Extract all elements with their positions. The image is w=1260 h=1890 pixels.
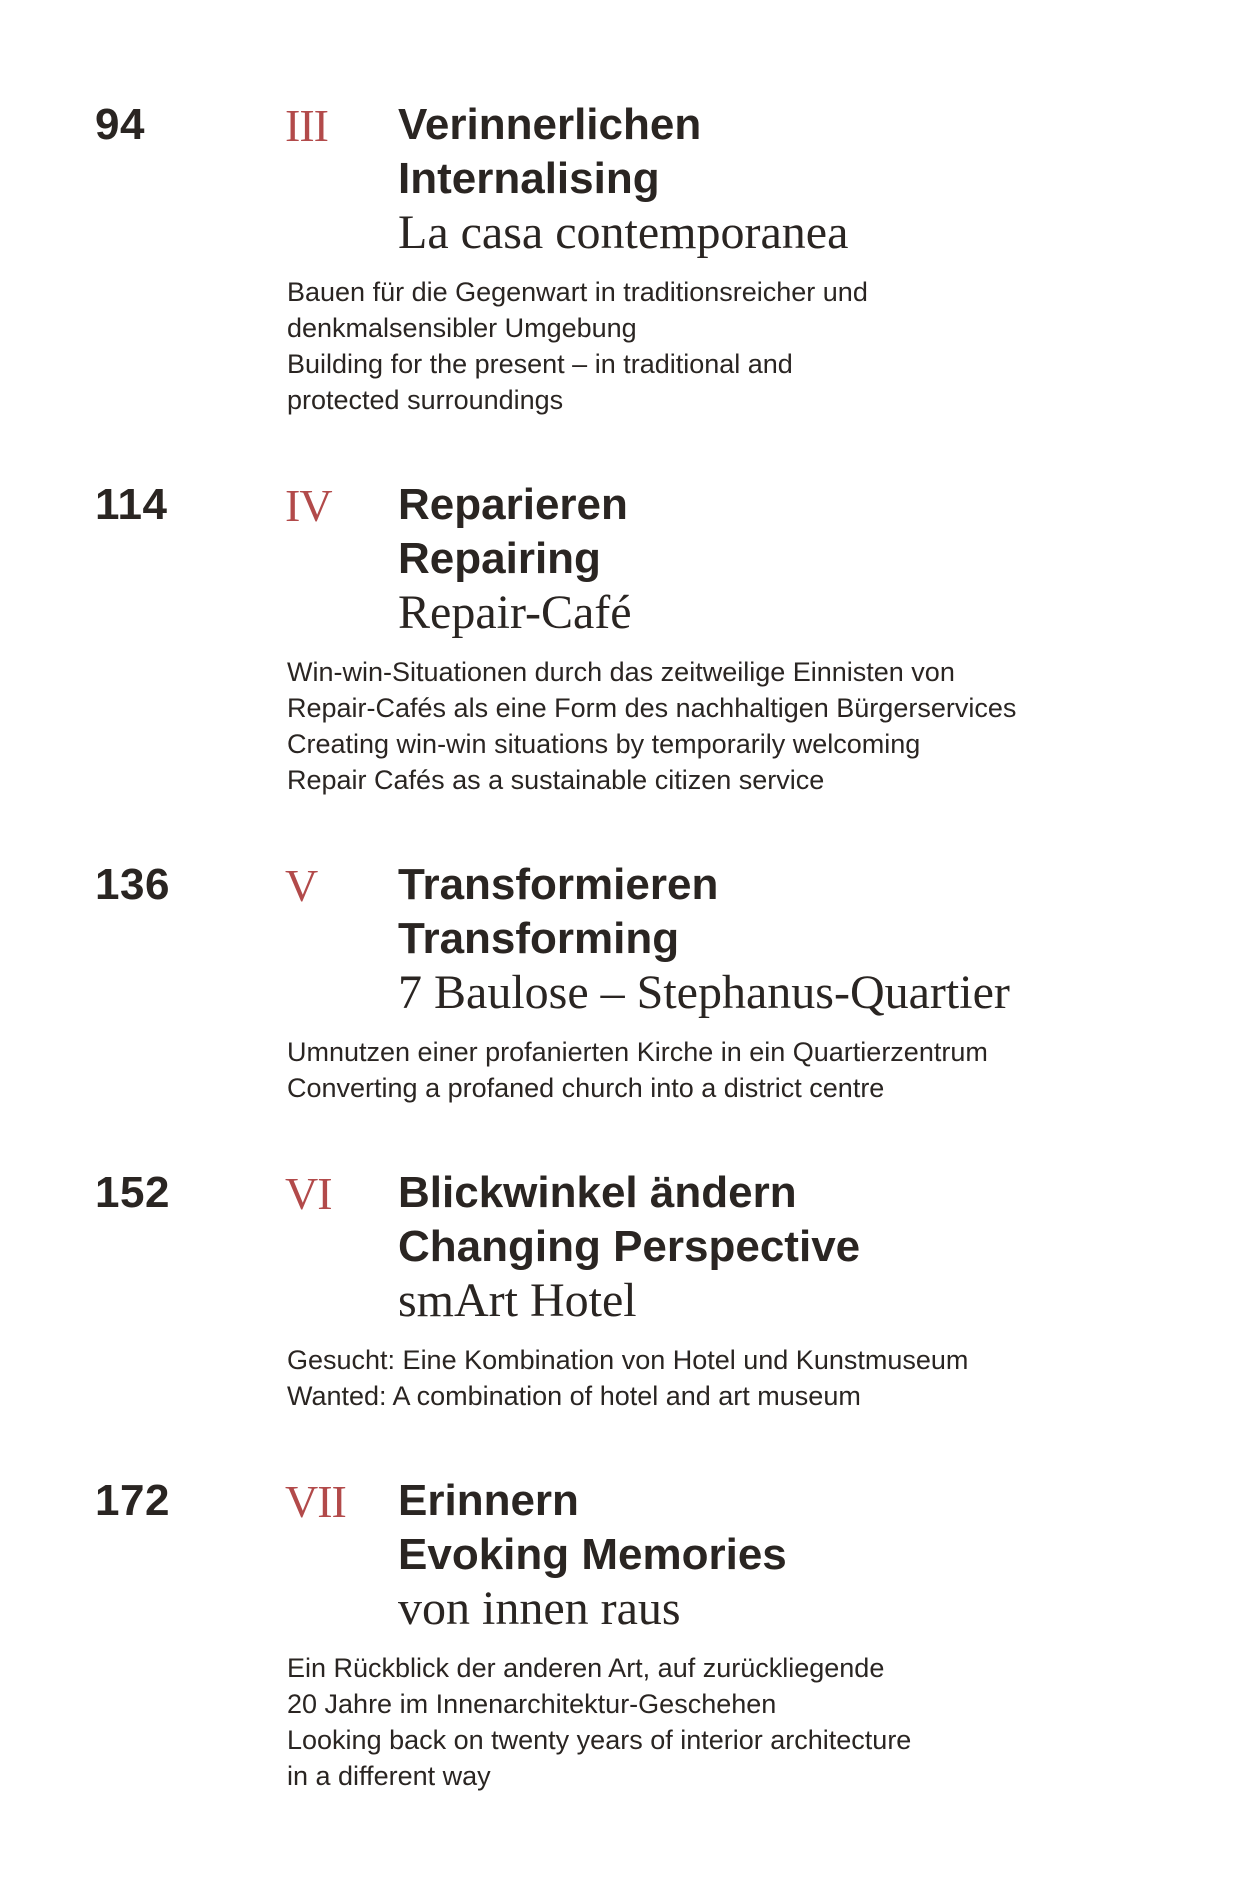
description-line: Gesucht: Eine Kombination von Hotel und Kunstmuseum	[287, 1345, 969, 1375]
chapter-title-english: Evoking Memories	[398, 1530, 787, 1579]
description-line: Umnutzen einer profanierten Kirche in ein Quartierzentrum	[287, 1037, 988, 1067]
description-line: Wanted: A combination of hotel and art museum	[287, 1381, 861, 1411]
chapter-subtitle: von innen raus	[398, 1582, 681, 1635]
description-line: Converting a profaned church into a district centre	[287, 1073, 885, 1103]
chapter-subtitle: La casa contemporanea	[398, 206, 849, 259]
chapter-titles	[398, 1474, 787, 1636]
chapter-title-english: Repairing	[398, 534, 601, 583]
chapter-subtitle: Repair-Café	[398, 586, 632, 639]
page-number: 94	[95, 100, 145, 149]
chapter-title-english: Changing Perspective	[398, 1222, 861, 1271]
description-line: Creating win-win situations by temporarily welcoming	[287, 729, 921, 759]
chapter-title-german: Reparieren	[398, 480, 628, 529]
page-number: 114	[95, 480, 168, 529]
description-line: denkmalsensibler Umgebung	[287, 313, 637, 343]
chapter-titles	[398, 478, 632, 640]
chapter-roman-numeral: IV	[285, 480, 332, 531]
chapter-roman-numeral: VII	[285, 1476, 346, 1527]
description-line: Repair Cafés as a sustainable citizen service	[287, 765, 825, 795]
description-line: 20 Jahre im Innenarchitektur-Geschehen	[287, 1689, 777, 1719]
chapter-roman-numeral: VI	[285, 1168, 332, 1219]
description-line: Ein Rückblick der anderen Art, auf zurückliegende	[287, 1653, 885, 1683]
chapter-description	[287, 274, 1187, 418]
chapter-description	[287, 1034, 1187, 1106]
chapter-title-german: Blickwinkel ändern	[398, 1168, 797, 1217]
description-line: Bauen für die Gegenwart in traditionsreicher und	[287, 277, 868, 307]
chapter-description	[287, 654, 1187, 798]
chapter-title-german: Erinnern	[398, 1476, 579, 1525]
chapter-titles	[398, 98, 848, 260]
chapter-description	[287, 1650, 1187, 1794]
chapter-title-english: Internalising	[398, 154, 660, 203]
chapter-roman-numeral: V	[285, 860, 318, 911]
description-line: in a different way	[287, 1761, 491, 1791]
page-number: 172	[95, 1476, 170, 1525]
description-line: Building for the present – in traditional and	[287, 349, 793, 379]
description-line: protected surroundings	[287, 385, 564, 415]
page-number: 136	[95, 860, 170, 909]
chapter-description	[287, 1342, 1187, 1414]
chapter-titles	[398, 858, 1010, 1020]
chapter-title-english: Transforming	[398, 914, 680, 963]
chapter-subtitle: smArt Hotel	[398, 1274, 637, 1327]
chapter-roman-numeral: III	[285, 100, 328, 151]
chapter-subtitle: 7 Baulose – Stephanus-Quartier	[398, 966, 1010, 1019]
description-line: Win-win-Situationen durch das zeitweilige Einnisten von	[287, 657, 955, 687]
description-line: Looking back on twenty years of interior architecture	[287, 1725, 912, 1755]
chapter-title-german: Transformieren	[398, 860, 719, 909]
chapter-titles	[398, 1166, 860, 1328]
page-number: 152	[95, 1168, 170, 1217]
description-line: Repair-Cafés als eine Form des nachhaltigen Bürgerservices	[287, 693, 1017, 723]
chapter-title-german: Verinnerlichen	[398, 100, 702, 149]
